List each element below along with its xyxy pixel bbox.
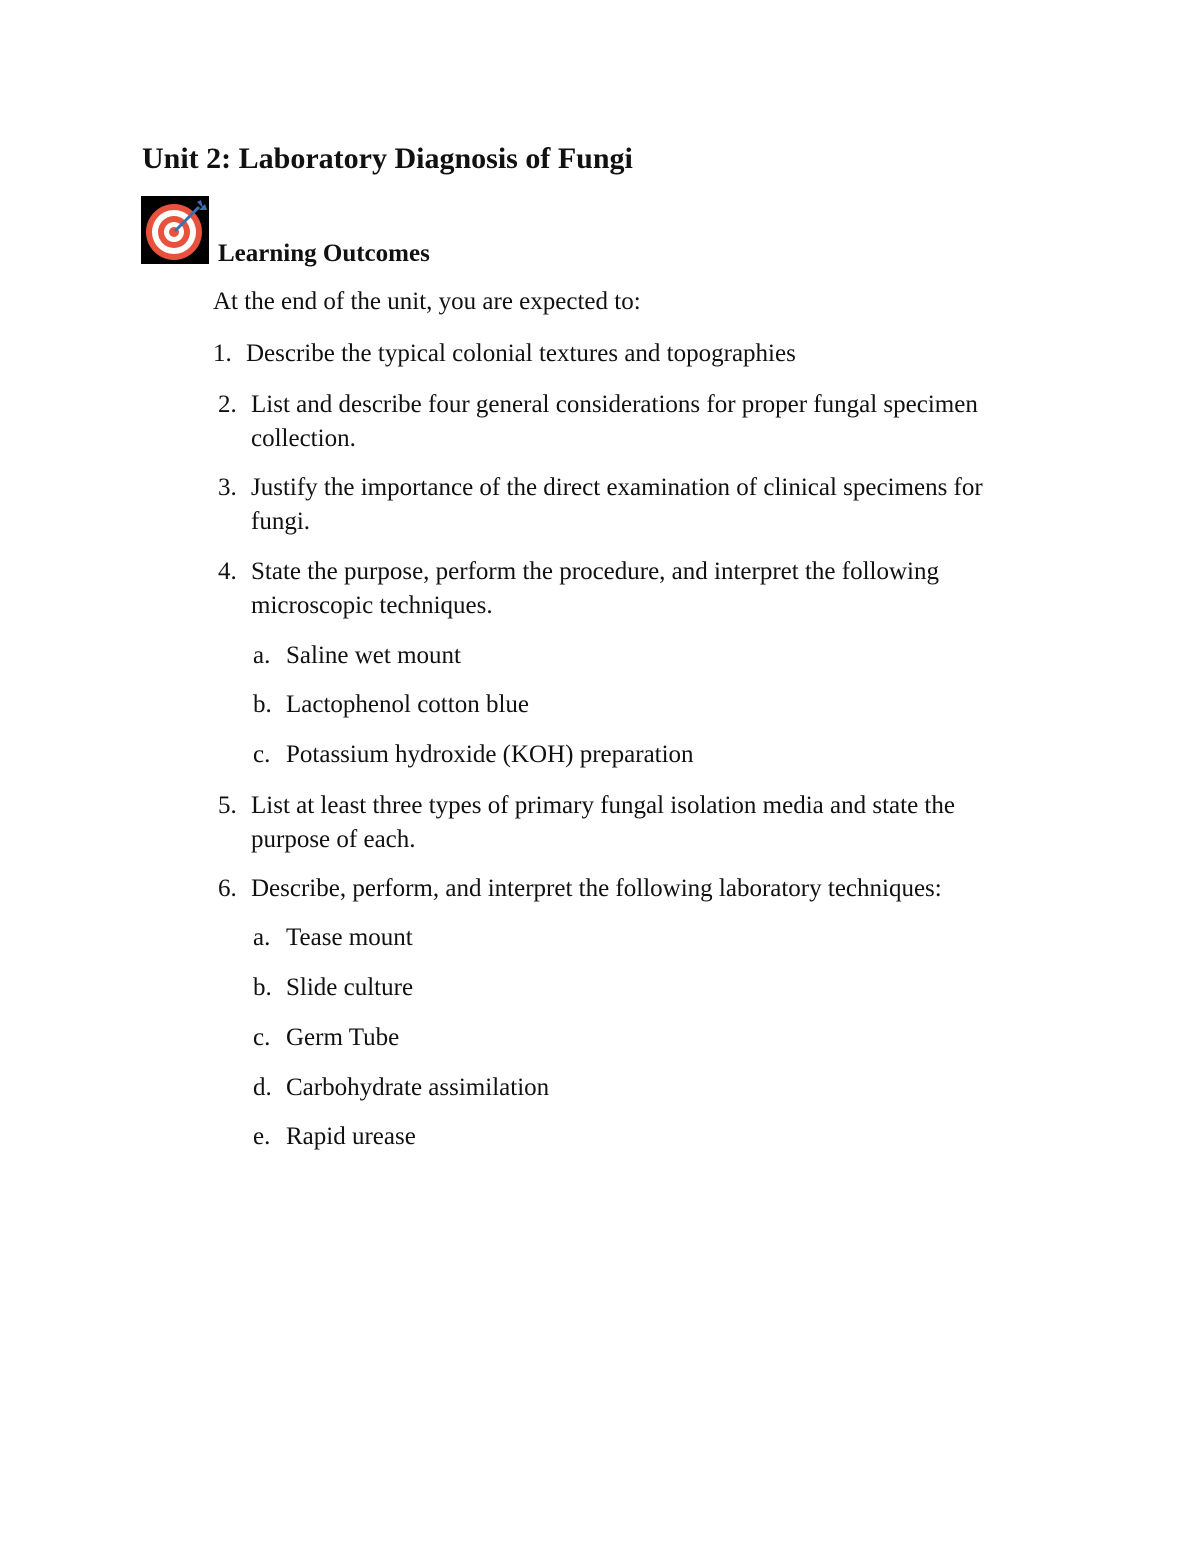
item-number: 1. <box>213 340 232 367</box>
subitem-letter: c. <box>253 741 271 768</box>
item-text: Describe the typical colonial textures and topographies <box>246 340 796 367</box>
item-text: List at least three types of primary fungal isolation media and state the <box>251 792 955 819</box>
subitem-text: Saline wet mount <box>286 642 461 669</box>
item-text: collection. <box>251 425 356 452</box>
item-number: 3. <box>218 474 237 501</box>
target-icon <box>141 196 209 264</box>
subitem-text: Germ Tube <box>286 1024 400 1051</box>
subitem-letter: d. <box>253 1074 272 1101</box>
subitem-letter: a. <box>253 642 271 669</box>
page-title: Unit 2: Laboratory Diagnosis of Fungi <box>142 142 633 175</box>
subitem-text: Tease mount <box>286 924 413 951</box>
subitem-letter: b. <box>253 974 272 1001</box>
subitem-text: Rapid urease <box>286 1123 416 1150</box>
item-text: purpose of each. <box>251 826 416 853</box>
item-text: fungi. <box>251 508 311 535</box>
subitem-letter: c. <box>253 1024 271 1051</box>
subitem-letter: e. <box>253 1123 271 1150</box>
intro-text: At the end of the unit, you are expected to: <box>213 288 641 315</box>
item-number: 5. <box>218 792 237 819</box>
item-text: microscopic techniques. <box>251 592 493 619</box>
subitem-letter: b. <box>253 691 272 718</box>
item-text: State the purpose, perform the procedure, and interpret the following <box>251 558 939 585</box>
subitem-letter: a. <box>253 924 271 951</box>
item-number: 2. <box>218 391 237 418</box>
item-text: Describe, perform, and interpret the following laboratory techniques: <box>251 875 942 902</box>
section-heading: Learning Outcomes <box>218 240 430 267</box>
subitem-text: Slide culture <box>286 974 414 1001</box>
item-number: 4. <box>218 558 237 585</box>
item-text: Justify the importance of the direct examination of clinical specimens for <box>251 474 983 501</box>
subitem-text: Carbohydrate assimilation <box>286 1074 550 1101</box>
subitem-text: Lactophenol cotton blue <box>286 691 529 718</box>
item-text: List and describe four general considerations for proper fungal specimen <box>251 391 978 418</box>
subitem-text: Potassium hydroxide (KOH) preparation <box>286 741 694 768</box>
item-number: 6. <box>218 875 237 902</box>
